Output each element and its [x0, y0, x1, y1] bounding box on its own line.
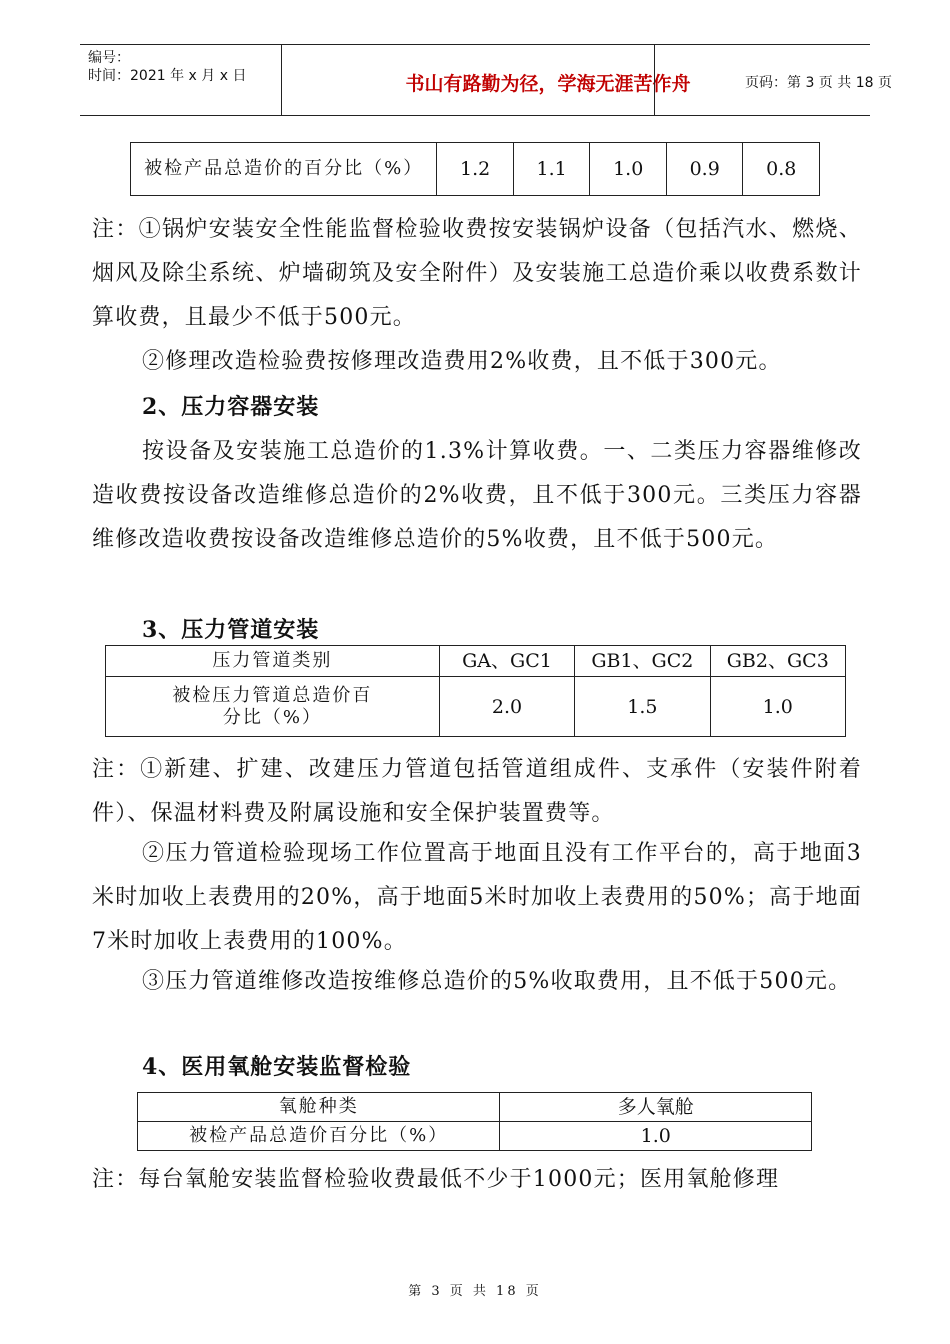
pressure-pipe-note-item-2: ②压力管道检验现场工作位置高于地面且没有工作平台的，高于地面3米时加收上表费用的20%，高于地面5米时加收上表费用的50%；高于地面7米时加收上表费用的100%。	[92, 841, 862, 954]
boiler-fee-table	[130, 142, 820, 196]
header-meta	[88, 49, 246, 85]
table-cell: 0.9	[666, 143, 743, 196]
table-cell: 1.2	[437, 143, 514, 196]
table-cell: 1.0	[500, 1122, 812, 1151]
table-row	[138, 1122, 812, 1151]
table-header-label: 氧舱种类	[138, 1093, 500, 1122]
page-footer: 第 3 页 共 18 页	[408, 1284, 542, 1299]
table-cell: 1.1	[513, 143, 590, 196]
table-header-cell: GB2、GC3	[710, 646, 845, 677]
table-header-row	[106, 646, 846, 677]
section-heading-pressure-vessel: 2、压力容器安装	[142, 394, 320, 420]
table-cell: 0.8	[743, 143, 820, 196]
document-date: 时间：2021 年 x 月 x 日	[88, 68, 247, 84]
page-header	[80, 44, 892, 116]
table-cell: 2.0	[439, 677, 574, 737]
boiler-note: 注：①锅炉安装安全性能监督检验收费按安装锅炉设备（包括汽水、燃烧、烟风及除尘系统、炉墙砌筑及安全附件）及安装施工总造价乘以收费系数计算收费，且最少不低于500元。	[92, 217, 862, 330]
pressure-pipe-note: 注：①新建、扩建、改建压力管道包括管道组成件、支承件（安装件附着件）、保温材料费及附属设施和安全保护装置费等。	[92, 757, 862, 826]
header-page-info: 页码：第 3 页 共 18 页	[745, 75, 892, 91]
section-heading-oxygen-chamber: 4、医用氧舱安装监督检验	[142, 1054, 412, 1080]
boiler-note-item-2: ②修理改造检验费按修理改造费用2%收费，且不低于300元。	[142, 349, 782, 374]
table-row-label: 被检产品总造价百分比（%）	[138, 1122, 500, 1151]
pressure-vessel-text: 按设备及安装施工总造价的1.3%计算收费。一、二类压力容器维修改造收费按设备改造维修总造价的2%收费，且不低于300元。三类压力容器维修改造收费按设备改造维修总造价的5%收费，且不低于500元。	[92, 439, 862, 552]
table-cell: 1.5	[575, 677, 710, 737]
table-cell: 1.0	[710, 677, 845, 737]
table-row	[106, 677, 846, 737]
table-header-row	[138, 1093, 812, 1122]
header-motto: 书山有路勤为径，学海无涯苦作舟	[405, 73, 691, 95]
pressure-pipe-note-item-3: ③压力管道维修改造按维修总造价的5%收取费用，且不低于500元。	[142, 969, 852, 994]
oxygen-chamber-table	[137, 1092, 812, 1151]
table-cell: 1.0	[590, 143, 667, 196]
table-header-cell: GB1、GC2	[575, 646, 710, 677]
table-header-label: 压力管道类别	[106, 646, 440, 677]
document-number-label: 编号：	[88, 50, 130, 66]
header-divider	[654, 45, 655, 115]
header-divider	[281, 45, 282, 115]
table-row-label: 被检压力管道总造价百分比（%）	[106, 677, 440, 737]
pressure-pipe-table	[105, 645, 846, 737]
table-row-label: 被检产品总造价的百分比（%）	[131, 143, 437, 196]
table-header-cell: 多人氧舱	[500, 1093, 812, 1122]
oxygen-chamber-note: 注：每台氧舱安装监督检验收费最低不少于1000元；医用氧舱修理	[92, 1167, 780, 1192]
table-row	[131, 143, 820, 196]
table-header-cell: GA、GC1	[439, 646, 574, 677]
section-heading-pressure-pipe: 3、压力管道安装	[142, 617, 320, 643]
